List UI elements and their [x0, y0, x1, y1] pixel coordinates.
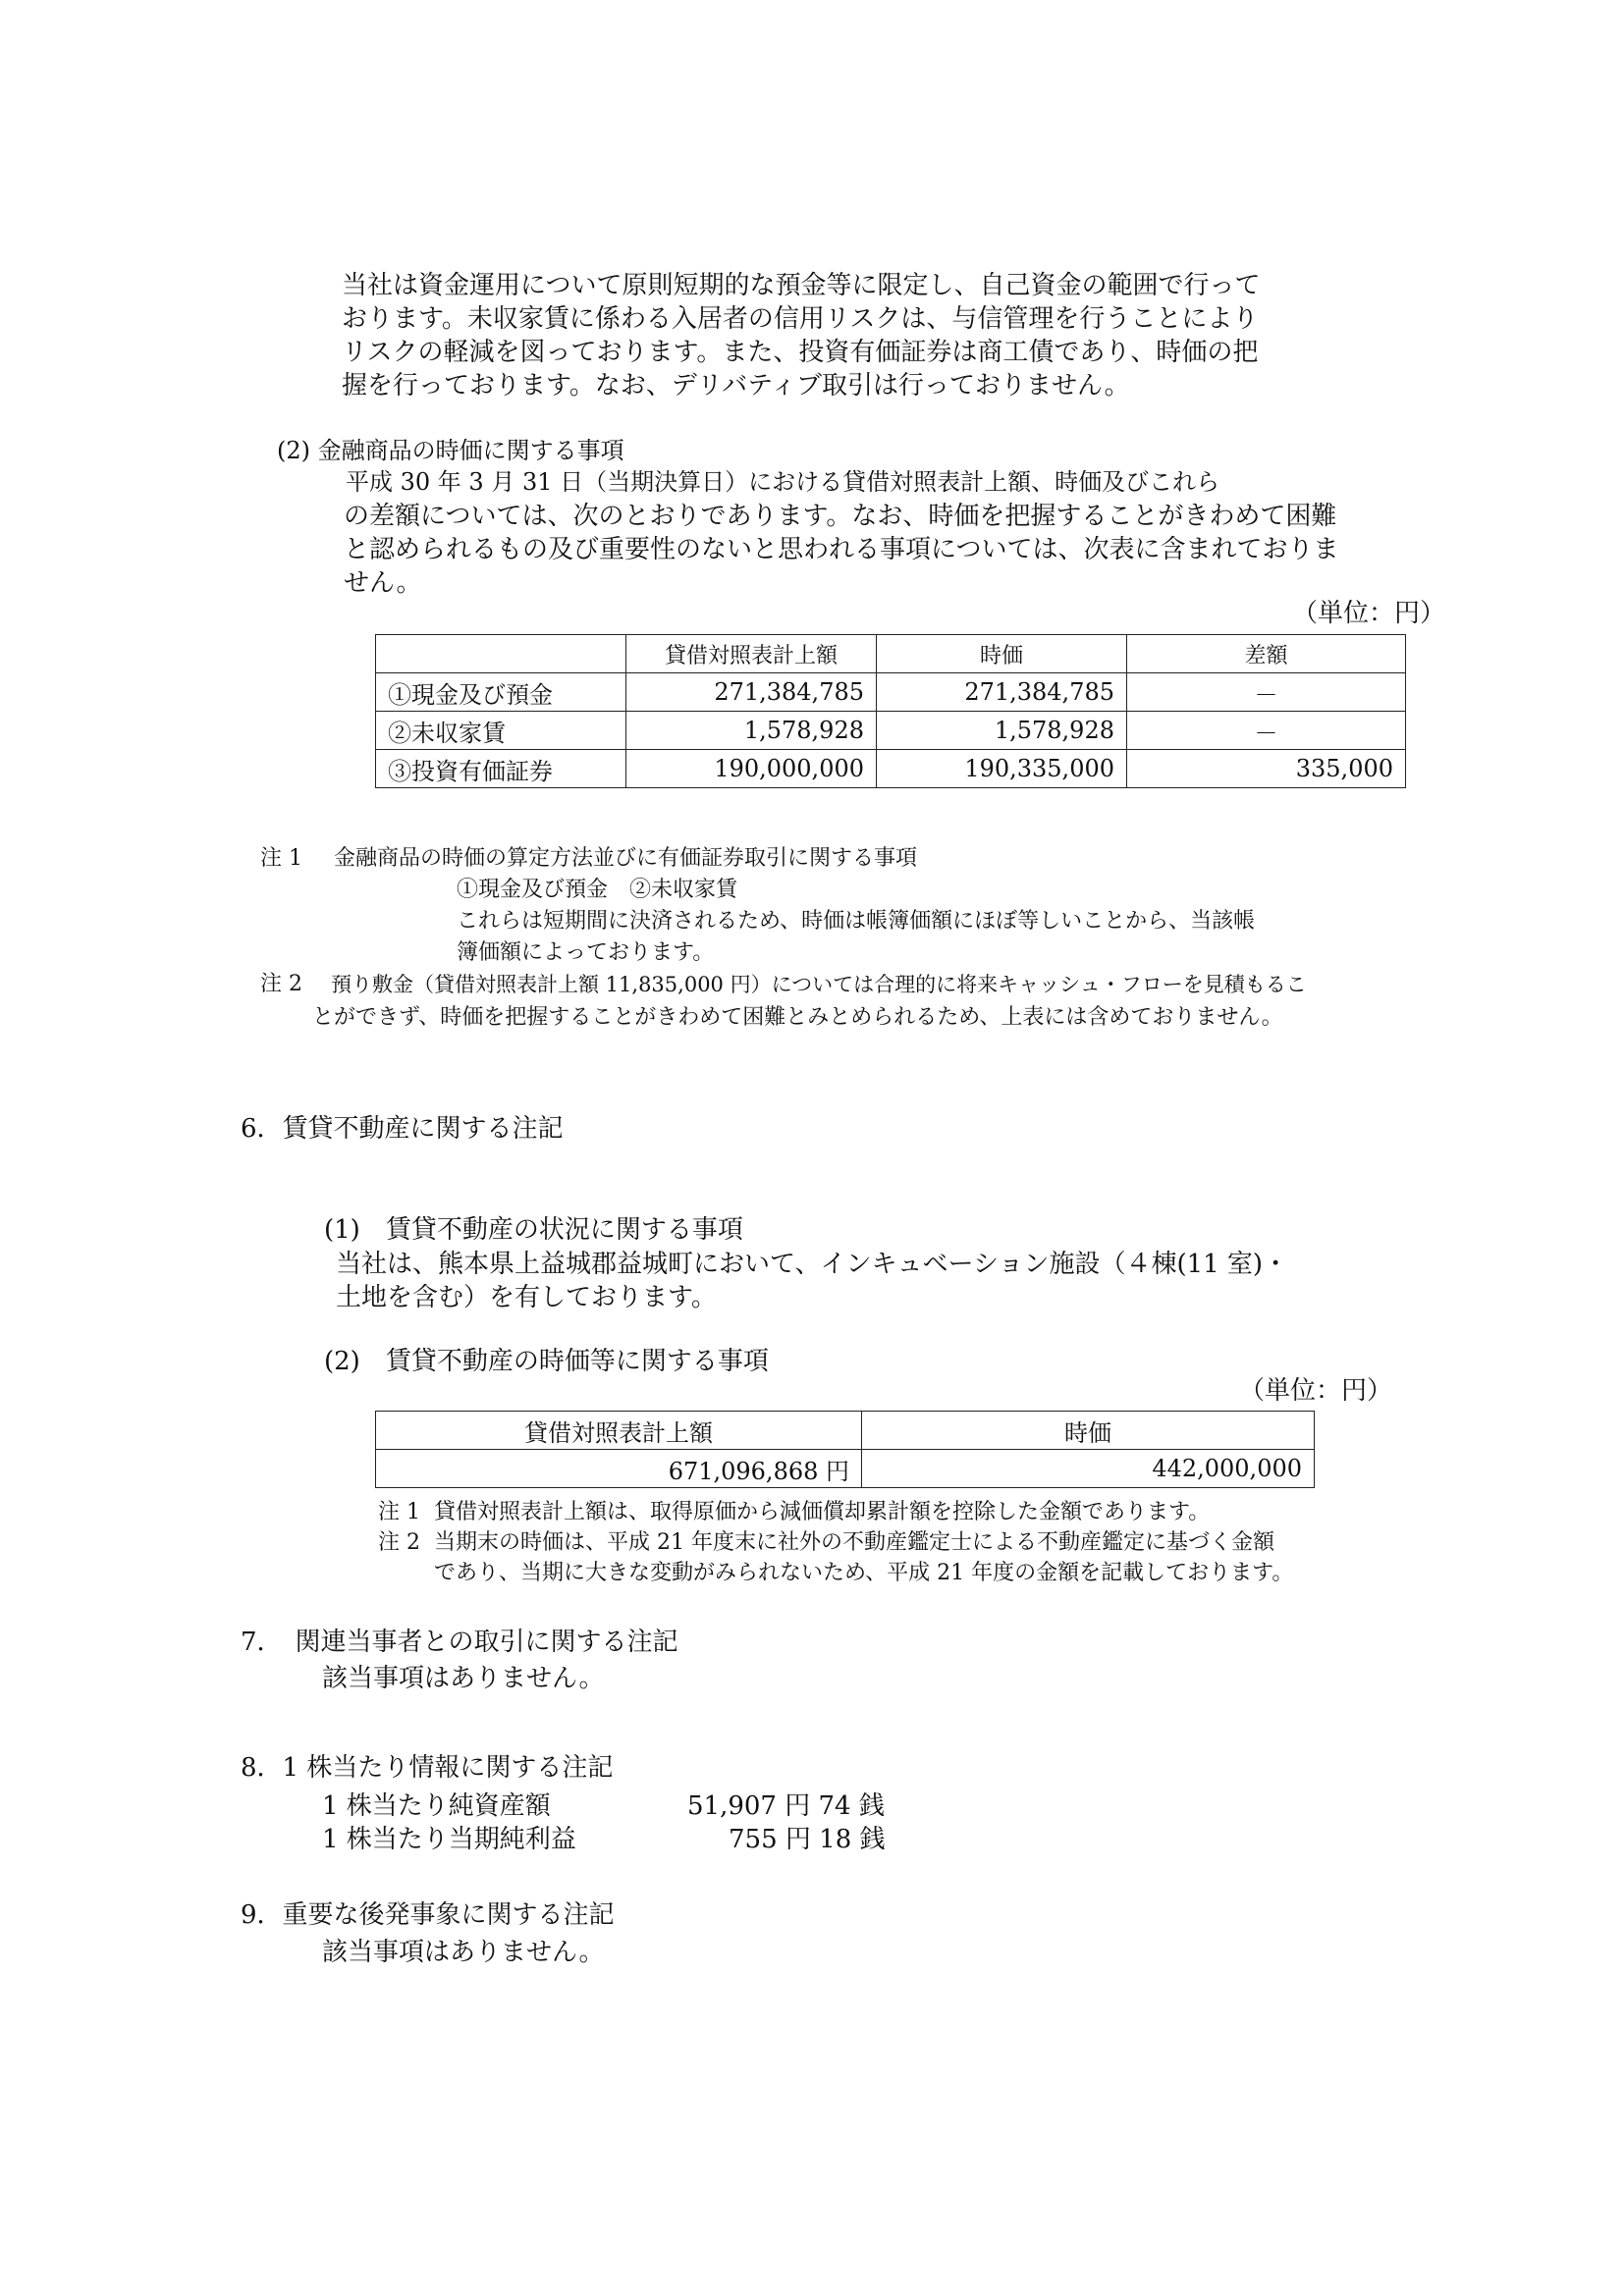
- section-6-note-1-label: 注 1: [378, 1500, 420, 1524]
- note-1-body-1: これらは短期間に決済されるため、時価は帳簿価額にほぼ等しいことから、当該帳: [457, 909, 1256, 934]
- row-label: ②未収家賃: [376, 712, 626, 750]
- section-7-heading: 7． 関連当事者との取引に関する注記: [241, 1628, 678, 1657]
- section-6-note-2-label: 注 2: [378, 1530, 420, 1555]
- note-2-line-2: とができず、時価を把握することがきわめて困難とみとめられるため、上表には含めておりません。: [312, 1005, 1283, 1030]
- table-header-row: [376, 1412, 1315, 1450]
- section-7-body: 該当事項はありません。: [322, 1664, 605, 1693]
- note-2-line-1: 預り敷金（貸借対照表計上額 11,835,000 円）については合理的に将来キャッシュ・フローを見積もるこ: [331, 973, 1307, 996]
- note-1-items: ①現金及び預金 ②未収家賃: [457, 878, 738, 902]
- section-6-1-line-2: 土地を含む）を有しております。: [336, 1283, 717, 1312]
- intro-line-1: 当社は資金運用について原則短期的な預金等に限定し、自己資金の範囲で行って: [342, 271, 1261, 300]
- table-header-cell: 時価: [877, 635, 1127, 673]
- section-6-1-heading: (1) 賃貸不動産の状況に関する事項: [324, 1215, 743, 1245]
- section-6-note-2-line-2: であり、当期に大きな変動がみられないため、平成 21 年度の金額を記載しております。: [434, 1561, 1294, 1585]
- section-8-item-2-value: 755 円 18 銭: [729, 1825, 886, 1854]
- section-9-heading: 9．重要な後発事象に関する注記: [241, 1900, 615, 1930]
- book-value: 271,384,785: [626, 673, 877, 712]
- book-value: 1,578,928: [626, 712, 877, 750]
- section-5-2-line-3: と認められるもの及び重要性のないと思われる事項については、次表に含まれておりま: [344, 535, 1339, 564]
- unit-label: （単位：円）: [1292, 599, 1446, 628]
- row-label: ③投資有価証券: [376, 750, 626, 788]
- difference: －: [1127, 712, 1406, 750]
- table-row: [376, 1450, 1315, 1488]
- section-5-2-line-1: 平成 30 年 3 月 31 日（当期決算日）における貸借対照表計上額、時価及びこれら: [346, 468, 1220, 496]
- note-1-label: 注 1: [260, 846, 302, 871]
- table-header-cell: 貸借対照表計上額: [376, 1412, 862, 1450]
- section-5-2-line-4: せん。: [344, 568, 422, 598]
- table-header-cell: 時価: [862, 1412, 1315, 1450]
- section-6-2-heading: (2) 賃貸不動産の時価等に関する事項: [324, 1347, 769, 1376]
- book-value: 671,096,868 円: [376, 1450, 862, 1488]
- section-6-1-line-1: 当社は、熊本県上益城郡益城町において、インキュベーション施設（４棟(11 室)・: [336, 1250, 1289, 1279]
- market-value: 190,335,000: [877, 750, 1127, 788]
- table-header-row: [376, 635, 1406, 673]
- row-label: ①現金及び預金: [376, 673, 626, 712]
- table-header-cell: 差額: [1127, 635, 1406, 673]
- note-2-label: 注 2: [260, 972, 302, 996]
- market-value: 442,000,000: [862, 1450, 1315, 1488]
- intro-line-3: リスクの軽減を図っております。また、投資有価証券は商工債であり、時価の把: [342, 338, 1259, 367]
- table-row: [376, 673, 1406, 712]
- market-value: 1,578,928: [877, 712, 1127, 750]
- note-1-title: 金融商品の時価の算定方法並びに有価証券取引に関する事項: [334, 846, 918, 871]
- section-6-heading: 6．賃貸不動産に関する注記: [241, 1114, 564, 1144]
- financial-instruments-table: [375, 634, 1406, 788]
- section-8-heading: 8．1 株当たり情報に関する注記: [241, 1753, 614, 1783]
- intro-line-4: 握を行っております。なお、デリバティブ取引は行っておりません。: [342, 371, 1130, 400]
- difference: 335,000: [1127, 750, 1406, 788]
- table-header-cell: [376, 635, 626, 673]
- table-row: [376, 712, 1406, 750]
- table-row: [376, 750, 1406, 788]
- section-8-item-2-label: 1 株当たり当期純利益: [322, 1825, 576, 1854]
- section-6-note-2-line-1: 当期末の時価は、平成 21 年度末に社外の不動産鑑定士による不動産鑑定に基づく金額: [434, 1530, 1274, 1555]
- section-8-item-1-value: 51,907 円 74 銭: [687, 1791, 885, 1821]
- section-5-2-line-2: の差額については、次のとおりであります。なお、時価を把握することがきわめて困難: [344, 502, 1337, 531]
- book-value: 190,000,000: [626, 750, 877, 788]
- difference: －: [1127, 673, 1406, 712]
- rental-property-table: [375, 1411, 1315, 1488]
- section-5-2-heading: (2) 金融商品の時価に関する事項: [277, 437, 624, 464]
- section-6-note-1-text: 貸借対照表計上額は、取得原価から減価償却累計額を控除した金額であります。: [434, 1500, 1211, 1524]
- section-9-body: 該当事項はありません。: [322, 1938, 605, 1967]
- market-value: 271,384,785: [877, 673, 1127, 712]
- note-1-body-2: 簿価額によっております。: [457, 940, 715, 965]
- unit-label-2: （単位：円）: [1239, 1376, 1393, 1406]
- intro-line-2: おります。未収家賃に係わる入居者の信用リスクは、与信管理を行うことにより: [342, 304, 1259, 334]
- table-header-cell: 貸借対照表計上額: [626, 635, 877, 673]
- section-8-item-1-label: 1 株当たり純資産額: [322, 1791, 551, 1821]
